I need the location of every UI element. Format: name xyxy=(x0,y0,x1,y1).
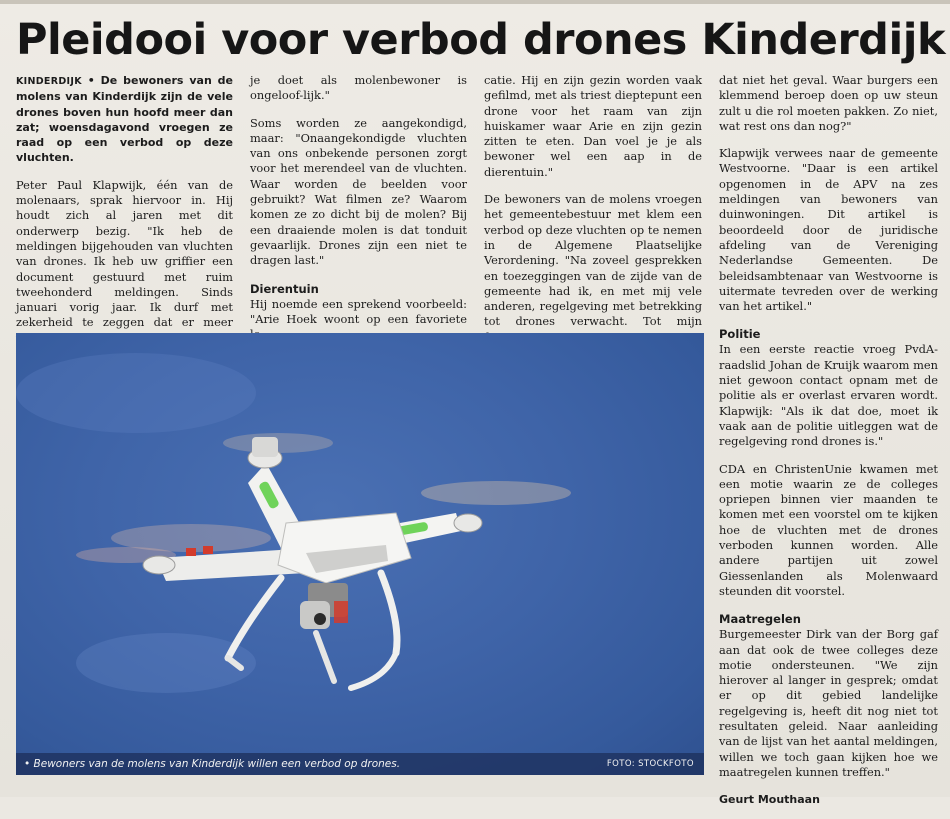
body-paragraph: je doet als molenbewoner is ongeloof-lijk." xyxy=(250,73,467,103)
article-column-2 xyxy=(250,73,467,342)
drone-photo xyxy=(16,333,704,775)
dateline: KINDERDIJK xyxy=(16,76,82,87)
body-paragraph: Burgemeester Dirk van der Borg gaf aan dat ook de twee colleges deze motie ondersteunen. "We zijn hierover al langer in gesprek; omdat er op dit gebied landelijke regelgeving is, heeft dit nog niet tot resultaten geleid. Naar aanleiding van de lijst van het aantal meldingen, willen we toch gaan kijken hoe we maatregelen kunnen treffen." xyxy=(719,627,938,779)
subheading-dierentuin: Dierentuin xyxy=(250,281,319,296)
photo-credit: FOTO: STOCKFOTO xyxy=(606,759,694,769)
body-paragraph: Soms worden ze aangekondigd, maar: "Onaangekondigde vluchten van ons onbekende personen zorgt voor het merendeel van de vluchten. Waar worden de beelden voor gebruikt? Wat filmen ze? Waarom komen ze zo dicht bij de molen? Bij een draaiende molen is dat tonduit gevaarlijk. Drones zijn een niet te dragen last." xyxy=(250,115,467,268)
subheading-politie: Politie xyxy=(719,327,761,342)
article-headline: Pleidooi voor verbod drones Kinderdijk xyxy=(16,15,946,65)
byline: Geurt Mouthaan xyxy=(719,793,820,807)
body-paragraph: Hij noemde een sprekend voorbeeld: "Arie Hoek woont op een favoriete xyxy=(250,296,467,326)
body-paragraph: De bewoners van de molens vroegen het gemeentebestuur met klem een verbod op deze vluchten op te nemen in de Algemene Plaatselijke Verordening. "Na zoveel gesprekken en toezeggingen van de zijde van de gemeente had ik, en met mij vele anderen, regelgeving met betrekking tot drones verwacht. Tot mijn xyxy=(484,192,702,329)
dateline-bullet: • xyxy=(87,74,101,87)
body-paragraph: catie. Hij en zijn gezin worden vaak gefilmd, met als triest dieptepunt een drone voor het raam van zijn huiskamer waar Arie en zijn gezin zitten te eten. Dan voel je je als bewoner wel een aap in de dierentuin." xyxy=(484,73,702,179)
article-column-3 xyxy=(484,73,702,345)
photo-caption-bar xyxy=(16,753,704,775)
body-paragraph: Peter Paul Klapwijk, één van de molenaars, sprak hiervoor in. Hij houdt zich al jaren met dit onderwerp bezig. "Ik heb de meldingen bijgehouden van vluchten van drones. Ik heb uw griffier een document gestuurd met ruim tweehonderd meldingen. Sinds januari vorig jaar. Ik durf met zekerheid te zeggen dat er meer xyxy=(16,177,233,330)
body-paragraph: dat niet het geval. Waar burgers een klemmend beroep doen op uw steun zult u die rol moeten pakken. Zo niet, wat rest ons dan nog?" xyxy=(719,73,938,133)
article-column-4 xyxy=(719,73,938,819)
body-paragraph: CDA en ChristenUnie kwamen met een motie waarin ze de colleges opriepen binnen vier maanden te komen met een voorstel om te kijken hoe de vluchten met de drones verboden kunnen worden. Alle andere partijen uit zowel Giessenlanden als Molenwaard steunden dit voorstel. xyxy=(719,461,938,598)
article-column-1 xyxy=(16,73,233,361)
photo-caption: • Bewoners van de molens van Kinderdijk willen een verbod op drones. xyxy=(24,758,401,770)
page-top-rule xyxy=(0,0,950,4)
propeller-blur-icon xyxy=(421,481,571,505)
article-lead xyxy=(16,73,233,166)
lead-text: De bewoners van de molens van Kinderdijk zijn de vele drones boven hun hoofd meer dan zat; woensdagavond vroegen ze raad op een verbod op deze vluchten. xyxy=(16,74,233,165)
body-paragraph: Klapwijk verwees naar de gemeente Westvoorne. "Daar is een artikel opgenomen in de APV na zes meldingen van bewoners van duinwoningen. Dit artikel is beoordeeld door de juridische afdeling van de Vereniging Nederlandse Gemeenten. De beleidsambtenaar van Westvoorne is uitermate tevreden over de werking van het artikel." xyxy=(719,146,938,314)
body-paragraph: In een eerste reactie vroeg PvdA-raadslid Johan de Kruijk waarom men niet gewoon contact opnam met de politie als er overlast ervaren wordt. Klapwijk: "Als ik dat doe, moet ik vaak aan de politie uitleggen wat de regelgeving rond drones is." xyxy=(719,342,938,449)
subheading-maatregelen: Maatregelen xyxy=(719,612,801,627)
quadcopter-drone-illustration xyxy=(16,333,704,775)
